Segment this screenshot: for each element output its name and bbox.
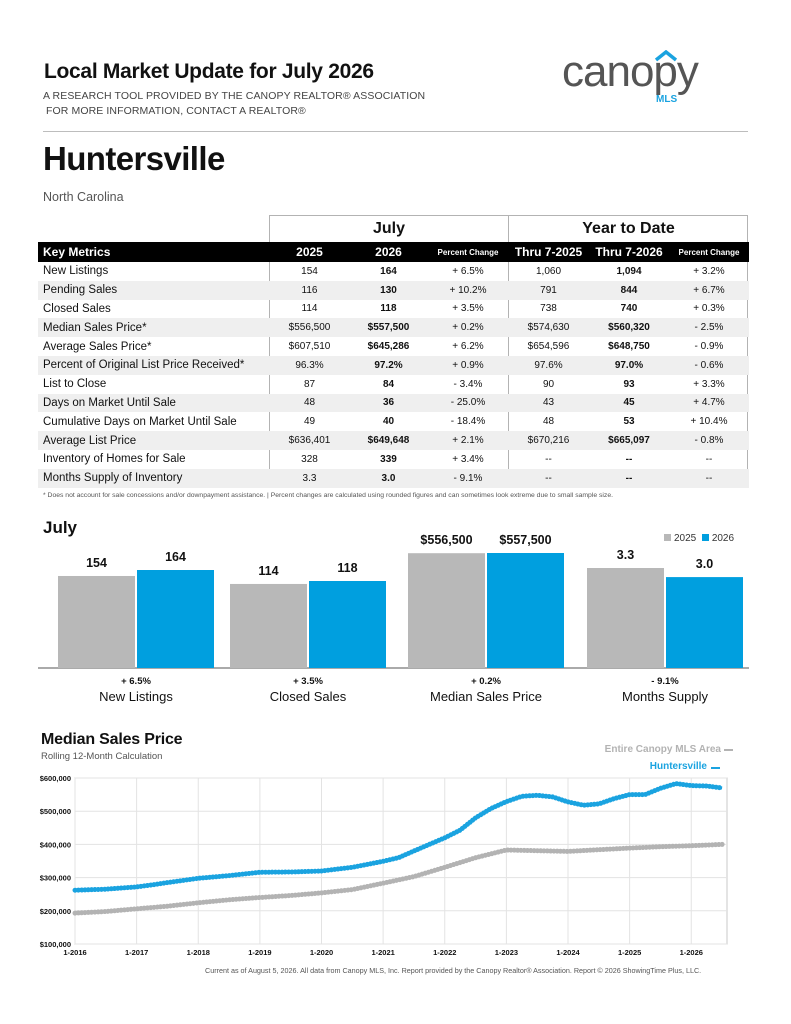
table-row bbox=[38, 431, 749, 450]
x-tick-label: 1-2021 bbox=[371, 948, 395, 957]
line-chart-subtitle: Rolling 12-Month Calculation bbox=[41, 751, 163, 762]
bar-months-supply-2025 bbox=[587, 568, 664, 668]
metric-value: - 0.9% bbox=[694, 341, 724, 353]
table-row bbox=[38, 318, 749, 337]
table-row bbox=[38, 281, 749, 300]
metric-value: - 2.5% bbox=[669, 318, 749, 337]
metric-value: + 2.1% bbox=[428, 431, 508, 450]
metric-value: - 0.8% bbox=[669, 431, 749, 450]
subtitle-contact: FOR MORE INFORMATION, CONTACT A REALTOR® bbox=[46, 105, 306, 117]
table-row bbox=[38, 300, 749, 319]
metric-value: - 9.1% bbox=[428, 469, 508, 488]
table-row bbox=[38, 394, 749, 413]
bar-group-label: Months Supply bbox=[622, 689, 708, 704]
metric-value: + 0.3% bbox=[693, 303, 725, 315]
metric-value: + 0.2% bbox=[428, 318, 508, 337]
metric-label: Pending Sales bbox=[38, 281, 270, 300]
metric-value: + 3.2% bbox=[693, 265, 725, 277]
table-header-row bbox=[38, 242, 749, 262]
metric-value: 164 bbox=[380, 265, 397, 277]
bar-value-label: 164 bbox=[165, 550, 186, 564]
bar-value-label: 3.3 bbox=[616, 548, 635, 562]
metric-value: $648,750 bbox=[608, 341, 650, 353]
metric-value: 97.2% bbox=[349, 356, 428, 375]
metric-value: 90 bbox=[542, 378, 555, 390]
x-tick-label: 1-2024 bbox=[556, 948, 580, 957]
series-core-huntersville bbox=[75, 784, 722, 891]
y-tick-label: $200,000 bbox=[39, 906, 71, 916]
metric-value: $670,216 bbox=[508, 431, 589, 450]
metric-value: 96.3% bbox=[270, 356, 349, 375]
metric-value: 1,094 bbox=[616, 265, 642, 277]
x-tick-label: 1-2018 bbox=[186, 948, 210, 957]
metric-value: 844 bbox=[589, 281, 669, 300]
col-2025: 2025 bbox=[270, 242, 349, 262]
metric-label: New Listings bbox=[43, 265, 109, 278]
state-name: North Carolina bbox=[43, 190, 124, 204]
metric-value: 36 bbox=[349, 394, 428, 413]
x-tick-label: 1-2026 bbox=[679, 948, 703, 957]
subtitle-research-tool: A RESEARCH TOOL PROVIDED BY THE CANOPY REALTOR® ASSOCIATION bbox=[43, 90, 426, 102]
legend-label-canopy-area: Entire Canopy MLS Area bbox=[604, 744, 721, 755]
metric-value: -- bbox=[589, 469, 669, 488]
x-tick-label: 1-2016 bbox=[63, 948, 87, 957]
metric-value: $607,510 bbox=[288, 341, 331, 353]
metric-label: Months Supply of Inventory bbox=[38, 469, 270, 488]
page-title: Local Market Update for July 2026 bbox=[44, 60, 374, 83]
table-row bbox=[38, 469, 749, 488]
metric-value: $636,401 bbox=[270, 431, 349, 450]
col-thru-2026: Thru 7-2026 bbox=[589, 242, 669, 262]
metric-value: 48 bbox=[542, 416, 555, 428]
metric-value: + 10.4% bbox=[690, 416, 728, 428]
logo-mls-label: MLS bbox=[656, 94, 678, 105]
metric-label: Average Sales Price* bbox=[43, 340, 152, 353]
bar-value-label: $556,500 bbox=[420, 533, 473, 548]
legend-line-huntersville bbox=[711, 767, 720, 769]
metric-value: + 4.7% bbox=[669, 394, 749, 413]
bar-group-change: - 9.1% bbox=[651, 676, 679, 687]
metric-value: 130 bbox=[349, 281, 428, 300]
table-row bbox=[38, 356, 749, 375]
metric-value: - 25.0% bbox=[428, 394, 508, 413]
bar-closed-sales-2026 bbox=[309, 581, 386, 668]
metric-value: 97.0% bbox=[589, 356, 669, 375]
x-tick-label: 1-2025 bbox=[617, 948, 642, 957]
metric-value: $654,596 bbox=[527, 341, 570, 353]
metric-value: 93 bbox=[623, 378, 635, 390]
bar-group-label: Median Sales Price bbox=[430, 689, 542, 704]
bar-value-label: 3.0 bbox=[695, 557, 714, 572]
x-tick-label: 1-2022 bbox=[433, 948, 457, 957]
bar-new-listings-2025 bbox=[58, 576, 135, 668]
series-core-canopy-area bbox=[75, 844, 722, 913]
y-tick-label: $600,000 bbox=[39, 774, 71, 783]
table-footnote: * Does not account for sale concessions and/or downpayment assistance. | Percent changes are calculated using rounded figures and can sometimes look extreme due to small sample size. bbox=[43, 492, 613, 499]
legend-label-huntersville: Huntersville bbox=[649, 761, 707, 772]
key-metrics-table bbox=[38, 242, 749, 488]
metric-value: -- bbox=[705, 453, 713, 465]
metric-value: + 3.4% bbox=[452, 453, 484, 465]
x-tick-label: 1-2023 bbox=[494, 948, 519, 957]
metric-value: -- bbox=[625, 453, 633, 465]
metric-label: Closed Sales bbox=[43, 302, 111, 315]
metric-value: - 3.4% bbox=[453, 378, 483, 390]
bar-closed-sales-2025 bbox=[230, 584, 307, 668]
metric-value: + 6.7% bbox=[669, 281, 749, 300]
x-tick-label: 1-2017 bbox=[124, 948, 149, 957]
metric-value: $649,648 bbox=[349, 431, 428, 450]
canopy-mls-logo bbox=[560, 50, 740, 106]
metric-value: 328 bbox=[301, 453, 318, 465]
metric-value: 53 bbox=[623, 416, 635, 428]
metric-label: Average List Price bbox=[38, 431, 270, 450]
bar-group-label: Closed Sales bbox=[269, 689, 347, 704]
bar-group-label: New Listings bbox=[99, 689, 173, 704]
metric-value: $574,630 bbox=[508, 318, 589, 337]
bar-median-sales-price-2026 bbox=[487, 553, 564, 668]
header-divider bbox=[43, 131, 748, 132]
bar-value-label: 118 bbox=[337, 561, 358, 575]
col-thru-2025: Thru 7-2025 bbox=[508, 242, 589, 262]
line-chart bbox=[0, 770, 791, 965]
col-2026: 2026 bbox=[349, 242, 428, 262]
metric-value: + 3.3% bbox=[693, 378, 725, 390]
y-tick-label: $100,000 bbox=[39, 940, 71, 949]
group-header-month: July bbox=[372, 220, 405, 237]
y-tick-label: $400,000 bbox=[39, 840, 71, 850]
metric-value: -- bbox=[545, 453, 552, 465]
metric-value: + 6.2% bbox=[452, 341, 484, 353]
metric-label: Inventory of Homes for Sale bbox=[43, 453, 186, 466]
metric-label: Percent of Original List Price Received* bbox=[38, 356, 270, 375]
bar-chart-title: July bbox=[43, 518, 78, 537]
bar-months-supply-2026 bbox=[666, 577, 743, 668]
metric-value: $556,500 bbox=[270, 318, 349, 337]
logo-wordmark: canopy bbox=[562, 50, 698, 96]
metric-value: 114 bbox=[301, 303, 318, 315]
series-line-huntersville bbox=[75, 784, 722, 891]
metric-value: 3.3 bbox=[270, 469, 349, 488]
metric-value: 3.0 bbox=[349, 469, 428, 488]
bar-value-label: 154 bbox=[86, 555, 107, 570]
metric-label: Median Sales Price* bbox=[38, 318, 270, 337]
metric-value: 49 bbox=[303, 416, 316, 428]
table-row bbox=[38, 337, 749, 356]
bar-group-change: + 6.5% bbox=[121, 676, 151, 687]
metric-value: -- bbox=[669, 469, 749, 488]
metric-value: - 0.6% bbox=[669, 356, 749, 375]
y-tick-label: $500,000 bbox=[39, 807, 71, 817]
metric-value: 740 bbox=[620, 303, 638, 315]
metric-value: 118 bbox=[380, 303, 397, 315]
table-row bbox=[38, 375, 749, 394]
bar-group-change: + 3.5% bbox=[293, 676, 323, 687]
table-row bbox=[38, 412, 749, 431]
metric-value: 48 bbox=[270, 394, 349, 413]
metric-value: - 18.4% bbox=[450, 416, 486, 428]
bar-group-change: + 0.2% bbox=[471, 676, 501, 687]
col-percent-change-ytd: Percent Change bbox=[669, 242, 749, 262]
metric-value: 154 bbox=[301, 265, 318, 277]
metric-value: + 6.5% bbox=[452, 265, 484, 277]
metric-value: 97.6% bbox=[508, 356, 589, 375]
metric-value: 791 bbox=[508, 281, 589, 300]
metric-value: 738 bbox=[540, 303, 557, 315]
table-row bbox=[38, 262, 749, 281]
metric-value: $557,500 bbox=[349, 318, 428, 337]
col-key-metrics: Key Metrics bbox=[38, 242, 270, 262]
metric-value: + 0.9% bbox=[428, 356, 508, 375]
group-header-ytd: Year to Date bbox=[582, 220, 675, 237]
legend-label-2026: 2026 bbox=[711, 533, 735, 544]
bar-median-sales-price-2025 bbox=[408, 553, 485, 668]
legend-line-canopy-area bbox=[724, 749, 733, 751]
bar-value-label: $557,500 bbox=[499, 533, 552, 547]
col-percent-change-month: Percent Change bbox=[428, 242, 508, 262]
metric-value: + 10.2% bbox=[428, 281, 508, 300]
metric-value: 116 bbox=[270, 281, 349, 300]
metric-value: -- bbox=[508, 469, 589, 488]
metric-value: 40 bbox=[382, 416, 395, 428]
city-name: Huntersville bbox=[43, 140, 225, 177]
metric-label: List to Close bbox=[43, 378, 107, 391]
y-tick-label: $300,000 bbox=[39, 873, 71, 883]
metric-value: 339 bbox=[380, 453, 397, 465]
line-chart-title: Median Sales Price bbox=[41, 731, 183, 748]
metric-value: 1,060 bbox=[535, 265, 562, 277]
bottom-note: Current as of August 5, 2026. All data from Canopy MLS, Inc. Report provided by the Canopy Realtor® Association. Report © 2026 ShowingTime Plus, LLC. bbox=[205, 966, 702, 975]
metric-value: 43 bbox=[508, 394, 589, 413]
x-tick-label: 1-2020 bbox=[309, 948, 334, 957]
metric-label: Days on Market Until Sale bbox=[38, 394, 270, 413]
bar-value-label: 114 bbox=[258, 563, 279, 578]
metric-label: Cumulative Days on Market Until Sale bbox=[43, 415, 237, 428]
table-row bbox=[38, 450, 749, 469]
metric-value: 84 bbox=[382, 378, 395, 390]
metric-value: $645,286 bbox=[367, 341, 410, 353]
bar-chart bbox=[0, 520, 791, 715]
metric-value: + 3.5% bbox=[452, 303, 484, 315]
metric-value: $665,097 bbox=[589, 431, 669, 450]
metric-value: $560,320 bbox=[589, 318, 669, 337]
metric-value: 87 bbox=[303, 378, 316, 390]
x-tick-label: 1-2019 bbox=[248, 948, 272, 957]
legend-label-2025: 2025 bbox=[674, 533, 697, 544]
metric-value: 45 bbox=[589, 394, 669, 413]
bar-new-listings-2026 bbox=[137, 570, 214, 668]
